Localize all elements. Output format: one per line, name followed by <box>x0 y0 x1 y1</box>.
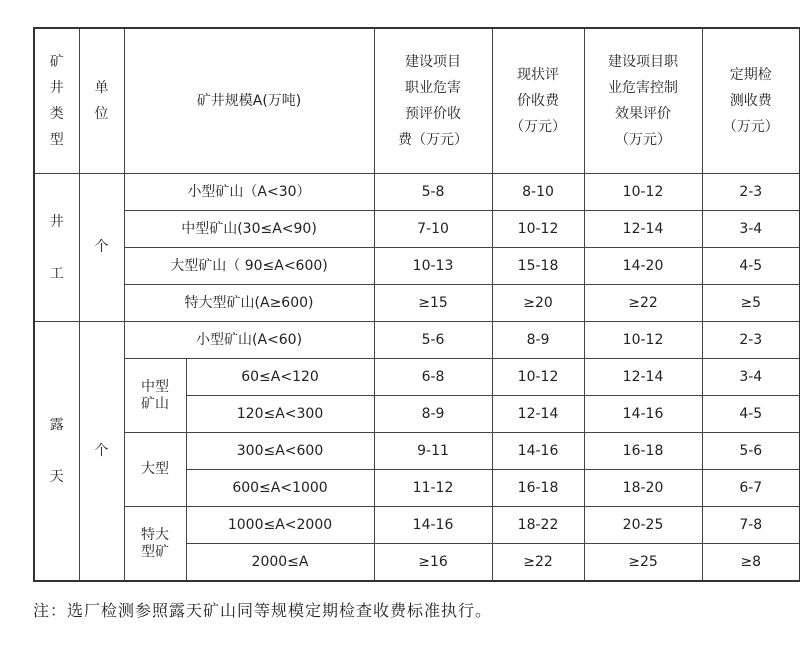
control-cell: ≥22 <box>584 285 702 322</box>
scale-cell: 小型矿山(A<60) <box>124 322 374 359</box>
range-cell: 300≤A<600 <box>186 433 374 470</box>
status-cell: 8-9 <box>492 322 584 359</box>
preeval-cell: 9-11 <box>374 433 492 470</box>
table-row <box>34 359 800 396</box>
preeval-cell: 10-13 <box>374 248 492 285</box>
control-cell: 16-18 <box>584 433 702 470</box>
status-cell: 14-16 <box>492 433 584 470</box>
control-cell: 18-20 <box>584 470 702 507</box>
status-cell: ≥20 <box>492 285 584 322</box>
preeval-cell: ≥15 <box>374 285 492 322</box>
control-cell: 10-12 <box>584 174 702 211</box>
open-unit-cell: 个 <box>79 322 124 582</box>
periodic-cell: 3-4 <box>702 359 800 396</box>
periodic-cell: ≥8 <box>702 544 800 582</box>
periodic-cell: 2-3 <box>702 322 800 359</box>
status-cell: 16-18 <box>492 470 584 507</box>
periodic-cell: 5-6 <box>702 433 800 470</box>
table-row <box>34 433 800 470</box>
periodic-cell: 2-3 <box>702 174 800 211</box>
preeval-cell: 7-10 <box>374 211 492 248</box>
preeval-cell: 8-9 <box>374 396 492 433</box>
periodic-cell: 4-5 <box>702 248 800 285</box>
control-cell: 12-14 <box>584 359 702 396</box>
fee-standard-table <box>33 27 800 582</box>
scale-cell: 特大型矿山(A≥600) <box>124 285 374 322</box>
header-mine-type: 矿 井 类 型 <box>34 28 79 174</box>
table-row <box>34 322 800 359</box>
periodic-cell: 4-5 <box>702 396 800 433</box>
control-cell: 12-14 <box>584 211 702 248</box>
open-type-cell: 露 天 <box>34 322 79 582</box>
control-cell: 14-20 <box>584 248 702 285</box>
table-row <box>34 248 800 285</box>
status-cell: ≥22 <box>492 544 584 582</box>
preeval-cell: 14-16 <box>374 507 492 544</box>
control-cell: 10-12 <box>584 322 702 359</box>
periodic-cell: ≥5 <box>702 285 800 322</box>
periodic-cell: 7-8 <box>702 507 800 544</box>
header-status-fee: 现状评 价收费 （万元） <box>492 28 584 174</box>
header-mine-scale: 矿井规模A(万吨) <box>124 28 374 174</box>
header-control-eval-fee: 建设项目职 业危害控制 效果评价 （万元） <box>584 28 702 174</box>
large-scale-label: 大型 <box>124 433 186 507</box>
range-cell: 120≤A<300 <box>186 396 374 433</box>
range-cell: 600≤A<1000 <box>186 470 374 507</box>
header-row <box>34 28 800 174</box>
periodic-cell: 6-7 <box>702 470 800 507</box>
status-cell: 10-12 <box>492 359 584 396</box>
xlarge-scale-label: 特大 型矿 <box>124 507 186 582</box>
control-cell: 14-16 <box>584 396 702 433</box>
status-cell: 12-14 <box>492 396 584 433</box>
header-periodic-fee: 定期检 测收费 （万元） <box>702 28 800 174</box>
control-cell: 20-25 <box>584 507 702 544</box>
footnote: 注：选厂检测参照露天矿山同等规模定期检查收费标准执行。 <box>33 601 493 620</box>
status-cell: 8-10 <box>492 174 584 211</box>
table-row <box>34 285 800 322</box>
preeval-cell: ≥16 <box>374 544 492 582</box>
preeval-cell: 11-12 <box>374 470 492 507</box>
range-cell: 60≤A<120 <box>186 359 374 396</box>
range-cell: 2000≤A <box>186 544 374 582</box>
status-cell: 18-22 <box>492 507 584 544</box>
shaft-type-cell: 井 工 <box>34 174 79 322</box>
range-cell: 1000≤A<2000 <box>186 507 374 544</box>
header-preeval-fee: 建设项目 职业危害 预评价收 费（万元） <box>374 28 492 174</box>
table-row <box>34 211 800 248</box>
header-unit: 单 位 <box>79 28 124 174</box>
table-row <box>34 507 800 544</box>
shaft-unit-cell: 个 <box>79 174 124 322</box>
preeval-cell: 6-8 <box>374 359 492 396</box>
fee-table-container <box>33 27 779 582</box>
periodic-cell: 3-4 <box>702 211 800 248</box>
preeval-cell: 5-8 <box>374 174 492 211</box>
status-cell: 15-18 <box>492 248 584 285</box>
scale-cell: 中型矿山(30≤A<90) <box>124 211 374 248</box>
scale-cell: 大型矿山（ 90≤A<600) <box>124 248 374 285</box>
preeval-cell: 5-6 <box>374 322 492 359</box>
control-cell: ≥25 <box>584 544 702 582</box>
medium-scale-label: 中型 矿山 <box>124 359 186 433</box>
scale-cell: 小型矿山（A<30） <box>124 174 374 211</box>
table-row <box>34 174 800 211</box>
status-cell: 10-12 <box>492 211 584 248</box>
